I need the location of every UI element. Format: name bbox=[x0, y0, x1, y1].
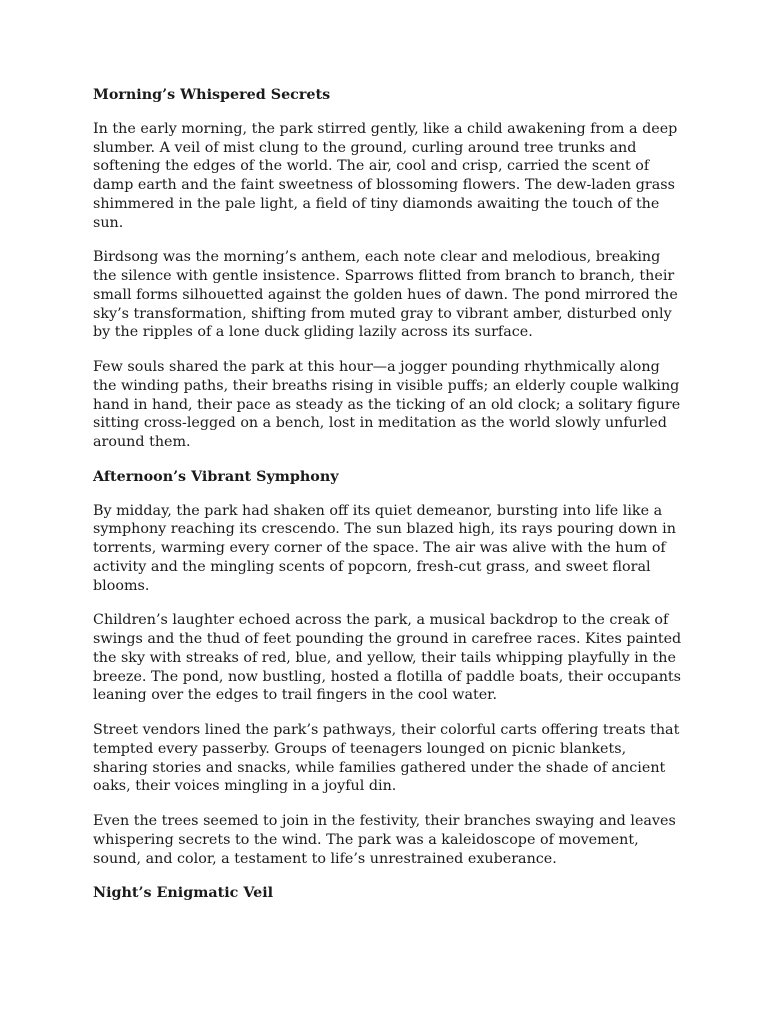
section-heading: Afternoon’s Vibrant Symphony bbox=[93, 468, 339, 485]
paragraph: Birdsong was the morning’s anthem, each note clear and melodious, breaking the silence with gentle insistence. Sparrows flitted from branch to branch, their small forms silhouetted against the golden hues of dawn. The pond mirrored the sky’s transformation, shifting from muted gray to vibrant amber, disturbed only by the ripples of a lone duck gliding lazily across its surface. bbox=[93, 249, 678, 341]
section-heading: Morning’s Whispered Secrets bbox=[93, 87, 331, 103]
paragraph: Even the trees seemed to join in the festivity, their branches swaying and leaves whispering secrets to the wind. The park was a kaleidoscope of movement, sound, and color, a testament to life’s unrestrained exuberance. bbox=[93, 813, 676, 867]
paragraph: By midday, the park had shaken off its quiet demeanor, bursting into life like a symphony reaching its crescendo. The sun blazed high, its rays pouring down in torrents, warming every corner of the space. The air was alive with the hum of activity and the mingling scents of popcorn, fresh-cut grass, and sweet floral blooms. bbox=[93, 502, 676, 594]
paragraph: Few souls shared the park at this hour—a jogger pounding rhythmically along the winding paths, their breaths rising in visible puffs; an elderly couple walking hand in hand, their pace as steady as the ticking of an old clock; a solitary figure sitting cross-legged on a bench, lost in meditation as the world slowly unfurled around them. bbox=[93, 359, 681, 450]
paragraph: Street vendors lined the park’s pathways, their colorful carts offering treats that tempted every passerby. Groups of teenagers lounged on picnic blankets, sharing stories and snacks, while families gathered under the shade of ancient oaks, their voices mingling in a joyful din. bbox=[93, 722, 680, 795]
paragraph: Children’s laughter echoed across the park, a musical backdrop to the creak of swings and the thud of feet pounding the ground in carefree races. Kites painted the sky with streaks of red, blue, and yellow, their tails whipping playfully in the breeze. The pond, now bustling, hosted a flotilla of paddle boats, their occupants leaning over the edges to trail fingers in the cool water. bbox=[93, 612, 682, 704]
paragraph: In the early morning, the park stirred gently, like a child awakening from a deep slumber. A veil of mist clung to the ground, curling around tree trunks and softening the edges of the world. The air, cool and crisp, carried the scent of damp earth and the faint sweetness of blossoming flowers. The dew-laden grass shimmered in the pale light, a field of tiny diamonds awaiting the touch of the sun. bbox=[93, 120, 678, 231]
section-heading: Night’s Enigmatic Veil bbox=[93, 885, 274, 902]
document-body bbox=[93, 86, 683, 918]
